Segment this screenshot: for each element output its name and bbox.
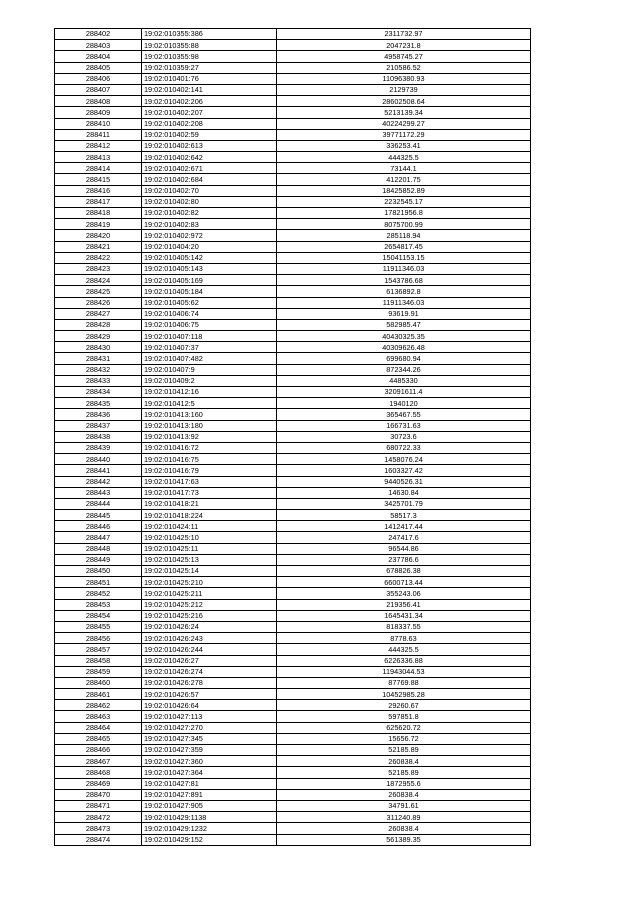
cadastral-number-cell: 19:02:010427:905 bbox=[142, 800, 277, 811]
row-id-cell: 288448 bbox=[55, 543, 142, 554]
value-cell: 93619.91 bbox=[277, 308, 531, 319]
cadastral-number-cell: 19:02:010416:79 bbox=[142, 465, 277, 476]
cadastral-number-cell: 19:02:010402:141 bbox=[142, 84, 277, 95]
cadastral-number-cell: 19:02:010402:972 bbox=[142, 230, 277, 241]
cadastral-number-cell: 19:02:010426:24 bbox=[142, 621, 277, 632]
value-cell: 15656.72 bbox=[277, 733, 531, 744]
value-cell: 1872955.6 bbox=[277, 778, 531, 789]
row-id-cell: 288407 bbox=[55, 84, 142, 95]
value-cell: 40224299.27 bbox=[277, 118, 531, 129]
row-id-cell: 288444 bbox=[55, 498, 142, 509]
row-id-cell: 288409 bbox=[55, 107, 142, 118]
row-id-cell: 288461 bbox=[55, 689, 142, 700]
table-row bbox=[55, 263, 531, 274]
cadastral-number-cell: 19:02:010359:27 bbox=[142, 62, 277, 73]
table-row bbox=[55, 375, 531, 386]
value-cell: 96544.86 bbox=[277, 543, 531, 554]
table-row bbox=[55, 498, 531, 509]
value-cell: 260838.4 bbox=[277, 756, 531, 767]
cadastral-number-cell: 19:02:010425:212 bbox=[142, 599, 277, 610]
value-cell: 4958745.27 bbox=[277, 51, 531, 62]
table-row bbox=[55, 442, 531, 453]
row-id-cell: 288456 bbox=[55, 633, 142, 644]
table-row bbox=[55, 610, 531, 621]
table-body bbox=[55, 29, 531, 846]
cadastral-number-cell: 19:02:010402:642 bbox=[142, 152, 277, 163]
cadastral-number-cell: 19:02:010417:63 bbox=[142, 476, 277, 487]
row-id-cell: 288413 bbox=[55, 152, 142, 163]
cadastral-number-cell: 19:02:010405:143 bbox=[142, 263, 277, 274]
table-row bbox=[55, 29, 531, 40]
table-row bbox=[55, 621, 531, 632]
cadastral-number-cell: 19:02:010405:169 bbox=[142, 275, 277, 286]
table-row bbox=[55, 174, 531, 185]
table-row bbox=[55, 297, 531, 308]
table-row bbox=[55, 588, 531, 599]
value-cell: 1458076.24 bbox=[277, 454, 531, 465]
value-cell: 30723.6 bbox=[277, 431, 531, 442]
value-cell: 260838.4 bbox=[277, 789, 531, 800]
cadastral-number-cell: 19:02:010426:278 bbox=[142, 677, 277, 688]
value-cell: 1543786.68 bbox=[277, 275, 531, 286]
cadastral-number-cell: 19:02:010406:74 bbox=[142, 308, 277, 319]
value-cell: 2047231.8 bbox=[277, 40, 531, 51]
value-cell: 52185.89 bbox=[277, 767, 531, 778]
cadastral-number-cell: 19:02:010402:206 bbox=[142, 96, 277, 107]
table-row bbox=[55, 767, 531, 778]
table-row bbox=[55, 96, 531, 107]
value-cell: 872344.26 bbox=[277, 364, 531, 375]
value-cell: 699680.94 bbox=[277, 353, 531, 364]
row-id-cell: 288412 bbox=[55, 140, 142, 151]
value-cell: 11911346.03 bbox=[277, 263, 531, 274]
row-id-cell: 288441 bbox=[55, 465, 142, 476]
row-id-cell: 288434 bbox=[55, 387, 142, 398]
cadastral-number-cell: 19:02:010427:359 bbox=[142, 745, 277, 756]
row-id-cell: 288437 bbox=[55, 420, 142, 431]
row-id-cell: 288440 bbox=[55, 454, 142, 465]
row-id-cell: 288462 bbox=[55, 700, 142, 711]
row-id-cell: 288467 bbox=[55, 756, 142, 767]
row-id-cell: 288429 bbox=[55, 331, 142, 342]
value-cell: 2311732.97 bbox=[277, 29, 531, 40]
table-row bbox=[55, 756, 531, 767]
value-cell: 166731.63 bbox=[277, 420, 531, 431]
table-row bbox=[55, 677, 531, 688]
value-cell: 40430325.35 bbox=[277, 331, 531, 342]
value-cell: 4485330 bbox=[277, 375, 531, 386]
value-cell: 597851.8 bbox=[277, 711, 531, 722]
row-id-cell: 288415 bbox=[55, 174, 142, 185]
value-cell: 210586.52 bbox=[277, 62, 531, 73]
table-row bbox=[55, 689, 531, 700]
row-id-cell: 288450 bbox=[55, 566, 142, 577]
value-cell: 5213139.34 bbox=[277, 107, 531, 118]
table-row bbox=[55, 62, 531, 73]
cadastral-number-cell: 19:02:010425:211 bbox=[142, 588, 277, 599]
value-cell: 2129739 bbox=[277, 84, 531, 95]
cadastral-number-cell: 19:02:010418:224 bbox=[142, 510, 277, 521]
cadastral-number-cell: 19:02:010418:21 bbox=[142, 498, 277, 509]
cadastral-number-cell: 19:02:010407:118 bbox=[142, 331, 277, 342]
table-row bbox=[55, 644, 531, 655]
cadastral-number-cell: 19:02:010412:5 bbox=[142, 398, 277, 409]
value-cell: 11911346.03 bbox=[277, 297, 531, 308]
table-row bbox=[55, 812, 531, 823]
cadastral-number-cell: 19:02:010412:16 bbox=[142, 387, 277, 398]
cadastral-number-cell: 19:02:010355:386 bbox=[142, 29, 277, 40]
cadastral-number-cell: 19:02:010401:76 bbox=[142, 73, 277, 84]
row-id-cell: 288410 bbox=[55, 118, 142, 129]
cadastral-number-cell: 19:02:010425:216 bbox=[142, 610, 277, 621]
table-row bbox=[55, 577, 531, 588]
table-row bbox=[55, 554, 531, 565]
row-id-cell: 288436 bbox=[55, 409, 142, 420]
value-cell: 818337.55 bbox=[277, 621, 531, 632]
table-row bbox=[55, 487, 531, 498]
table-row bbox=[55, 319, 531, 330]
row-id-cell: 288424 bbox=[55, 275, 142, 286]
cadastral-number-cell: 19:02:010427:364 bbox=[142, 767, 277, 778]
cadastral-number-cell: 19:02:010405:142 bbox=[142, 252, 277, 263]
cadastral-value-table bbox=[54, 28, 531, 846]
value-cell: 11096380.93 bbox=[277, 73, 531, 84]
table-row bbox=[55, 163, 531, 174]
table-row bbox=[55, 129, 531, 140]
row-id-cell: 288446 bbox=[55, 521, 142, 532]
cadastral-number-cell: 19:02:010425:11 bbox=[142, 543, 277, 554]
value-cell: 678826.38 bbox=[277, 566, 531, 577]
table-row bbox=[55, 745, 531, 756]
row-id-cell: 288458 bbox=[55, 655, 142, 666]
cadastral-number-cell: 19:02:010429:152 bbox=[142, 834, 277, 845]
cadastral-number-cell: 19:02:010409:2 bbox=[142, 375, 277, 386]
value-cell: 29260.67 bbox=[277, 700, 531, 711]
cadastral-number-cell: 19:02:010407:37 bbox=[142, 342, 277, 353]
table-row bbox=[55, 252, 531, 263]
cadastral-number-cell: 19:02:010416:72 bbox=[142, 442, 277, 453]
cadastral-number-cell: 19:02:010355:98 bbox=[142, 51, 277, 62]
row-id-cell: 288419 bbox=[55, 219, 142, 230]
table-row bbox=[55, 789, 531, 800]
value-cell: 39771172.29 bbox=[277, 129, 531, 140]
value-cell: 365467.55 bbox=[277, 409, 531, 420]
cadastral-number-cell: 19:02:010427:81 bbox=[142, 778, 277, 789]
cadastral-number-cell: 19:02:010402:82 bbox=[142, 208, 277, 219]
table-row bbox=[55, 420, 531, 431]
row-id-cell: 288455 bbox=[55, 621, 142, 632]
table-row bbox=[55, 342, 531, 353]
row-id-cell: 288420 bbox=[55, 230, 142, 241]
value-cell: 14630.84 bbox=[277, 487, 531, 498]
row-id-cell: 288454 bbox=[55, 610, 142, 621]
cadastral-number-cell: 19:02:010402:671 bbox=[142, 163, 277, 174]
row-id-cell: 288459 bbox=[55, 666, 142, 677]
table-row bbox=[55, 387, 531, 398]
cadastral-number-cell: 19:02:010405:184 bbox=[142, 286, 277, 297]
table-row bbox=[55, 398, 531, 409]
table-row bbox=[55, 230, 531, 241]
cadastral-number-cell: 19:02:010429:1138 bbox=[142, 812, 277, 823]
row-id-cell: 288430 bbox=[55, 342, 142, 353]
cadastral-number-cell: 19:02:010427:891 bbox=[142, 789, 277, 800]
value-cell: 34791.61 bbox=[277, 800, 531, 811]
row-id-cell: 288447 bbox=[55, 532, 142, 543]
row-id-cell: 288435 bbox=[55, 398, 142, 409]
cadastral-number-cell: 19:02:010402:613 bbox=[142, 140, 277, 151]
table-row bbox=[55, 331, 531, 342]
value-cell: 219356.41 bbox=[277, 599, 531, 610]
table-row bbox=[55, 431, 531, 442]
value-cell: 680722.33 bbox=[277, 442, 531, 453]
cadastral-number-cell: 19:02:010355:88 bbox=[142, 40, 277, 51]
table-row bbox=[55, 633, 531, 644]
cadastral-number-cell: 19:02:010424:11 bbox=[142, 521, 277, 532]
value-cell: 444325.5 bbox=[277, 152, 531, 163]
table-row bbox=[55, 364, 531, 375]
row-id-cell: 288411 bbox=[55, 129, 142, 140]
value-cell: 18425852.89 bbox=[277, 185, 531, 196]
row-id-cell: 288468 bbox=[55, 767, 142, 778]
table-row bbox=[55, 152, 531, 163]
row-id-cell: 288422 bbox=[55, 252, 142, 263]
table-row bbox=[55, 140, 531, 151]
table-row bbox=[55, 208, 531, 219]
row-id-cell: 288427 bbox=[55, 308, 142, 319]
row-id-cell: 288473 bbox=[55, 823, 142, 834]
table-row bbox=[55, 241, 531, 252]
value-cell: 237786.6 bbox=[277, 554, 531, 565]
cadastral-number-cell: 19:02:010426:57 bbox=[142, 689, 277, 700]
value-cell: 9440526.31 bbox=[277, 476, 531, 487]
value-cell: 3425701.79 bbox=[277, 498, 531, 509]
value-cell: 1603327.42 bbox=[277, 465, 531, 476]
table-row bbox=[55, 73, 531, 84]
value-cell: 28602508.64 bbox=[277, 96, 531, 107]
cadastral-number-cell: 19:02:010402:80 bbox=[142, 196, 277, 207]
value-cell: 1412417.44 bbox=[277, 521, 531, 532]
row-id-cell: 288449 bbox=[55, 554, 142, 565]
value-cell: 561389.35 bbox=[277, 834, 531, 845]
row-id-cell: 288432 bbox=[55, 364, 142, 375]
table-row bbox=[55, 532, 531, 543]
row-id-cell: 288453 bbox=[55, 599, 142, 610]
row-id-cell: 288451 bbox=[55, 577, 142, 588]
value-cell: 1940120 bbox=[277, 398, 531, 409]
cadastral-number-cell: 19:02:010426:274 bbox=[142, 666, 277, 677]
value-cell: 17821956.8 bbox=[277, 208, 531, 219]
cadastral-number-cell: 19:02:010426:244 bbox=[142, 644, 277, 655]
cadastral-number-cell: 19:02:010427:360 bbox=[142, 756, 277, 767]
cadastral-number-cell: 19:02:010425:10 bbox=[142, 532, 277, 543]
cadastral-number-cell: 19:02:010427:270 bbox=[142, 722, 277, 733]
cadastral-number-cell: 19:02:010427:113 bbox=[142, 711, 277, 722]
table-row bbox=[55, 84, 531, 95]
cadastral-number-cell: 19:02:010425:210 bbox=[142, 577, 277, 588]
cadastral-number-cell: 19:02:010402:207 bbox=[142, 107, 277, 118]
cadastral-number-cell: 19:02:010402:59 bbox=[142, 129, 277, 140]
table-row bbox=[55, 51, 531, 62]
table-row bbox=[55, 599, 531, 610]
value-cell: 10452985.28 bbox=[277, 689, 531, 700]
value-cell: 311240.89 bbox=[277, 812, 531, 823]
value-cell: 625620.72 bbox=[277, 722, 531, 733]
value-cell: 247417.6 bbox=[277, 532, 531, 543]
row-id-cell: 288463 bbox=[55, 711, 142, 722]
table-row bbox=[55, 800, 531, 811]
value-cell: 52185.89 bbox=[277, 745, 531, 756]
table-row bbox=[55, 409, 531, 420]
cadastral-number-cell: 19:02:010413:160 bbox=[142, 409, 277, 420]
row-id-cell: 288425 bbox=[55, 286, 142, 297]
table-row bbox=[55, 465, 531, 476]
table-row bbox=[55, 476, 531, 487]
value-cell: 6136892.8 bbox=[277, 286, 531, 297]
row-id-cell: 288472 bbox=[55, 812, 142, 823]
value-cell: 2232545.17 bbox=[277, 196, 531, 207]
row-id-cell: 288403 bbox=[55, 40, 142, 51]
cadastral-number-cell: 19:02:010407:482 bbox=[142, 353, 277, 364]
row-id-cell: 288423 bbox=[55, 263, 142, 274]
table-row bbox=[55, 733, 531, 744]
table-row bbox=[55, 118, 531, 129]
value-cell: 2654817.45 bbox=[277, 241, 531, 252]
value-cell: 58517.3 bbox=[277, 510, 531, 521]
cadastral-number-cell: 19:02:010402:70 bbox=[142, 185, 277, 196]
table-row bbox=[55, 666, 531, 677]
table-row bbox=[55, 543, 531, 554]
row-id-cell: 288470 bbox=[55, 789, 142, 800]
table-row bbox=[55, 778, 531, 789]
row-id-cell: 288452 bbox=[55, 588, 142, 599]
value-cell: 355243.06 bbox=[277, 588, 531, 599]
row-id-cell: 288471 bbox=[55, 800, 142, 811]
row-id-cell: 288439 bbox=[55, 442, 142, 453]
row-id-cell: 288421 bbox=[55, 241, 142, 252]
row-id-cell: 288406 bbox=[55, 73, 142, 84]
table-row bbox=[55, 107, 531, 118]
row-id-cell: 288443 bbox=[55, 487, 142, 498]
table-row bbox=[55, 834, 531, 845]
cadastral-number-cell: 19:02:010402:208 bbox=[142, 118, 277, 129]
cadastral-number-cell: 19:02:010406:75 bbox=[142, 319, 277, 330]
row-id-cell: 288469 bbox=[55, 778, 142, 789]
cadastral-number-cell: 19:02:010426:27 bbox=[142, 655, 277, 666]
value-cell: 336253.41 bbox=[277, 140, 531, 151]
table-row bbox=[55, 185, 531, 196]
value-cell: 412201.75 bbox=[277, 174, 531, 185]
value-cell: 8778.63 bbox=[277, 633, 531, 644]
value-cell: 582985.47 bbox=[277, 319, 531, 330]
row-id-cell: 288464 bbox=[55, 722, 142, 733]
row-id-cell: 288442 bbox=[55, 476, 142, 487]
row-id-cell: 288414 bbox=[55, 163, 142, 174]
value-cell: 285118.94 bbox=[277, 230, 531, 241]
table-row bbox=[55, 275, 531, 286]
cadastral-number-cell: 19:02:010429:1232 bbox=[142, 823, 277, 834]
row-id-cell: 288465 bbox=[55, 733, 142, 744]
table-row bbox=[55, 711, 531, 722]
row-id-cell: 288404 bbox=[55, 51, 142, 62]
row-id-cell: 288457 bbox=[55, 644, 142, 655]
row-id-cell: 288431 bbox=[55, 353, 142, 364]
row-id-cell: 288466 bbox=[55, 745, 142, 756]
cadastral-number-cell: 19:02:010404:20 bbox=[142, 241, 277, 252]
row-id-cell: 288402 bbox=[55, 29, 142, 40]
cadastral-number-cell: 19:02:010417:73 bbox=[142, 487, 277, 498]
cadastral-number-cell: 19:02:010426:243 bbox=[142, 633, 277, 644]
value-cell: 73144.1 bbox=[277, 163, 531, 174]
value-cell: 32091611.4 bbox=[277, 387, 531, 398]
value-cell: 1645431.34 bbox=[277, 610, 531, 621]
table-row bbox=[55, 722, 531, 733]
table-row bbox=[55, 308, 531, 319]
cadastral-number-cell: 19:02:010425:14 bbox=[142, 566, 277, 577]
value-cell: 6600713.44 bbox=[277, 577, 531, 588]
row-id-cell: 288408 bbox=[55, 96, 142, 107]
table-row bbox=[55, 40, 531, 51]
table-row bbox=[55, 196, 531, 207]
value-cell: 444325.5 bbox=[277, 644, 531, 655]
row-id-cell: 288474 bbox=[55, 834, 142, 845]
row-id-cell: 288417 bbox=[55, 196, 142, 207]
table-row bbox=[55, 510, 531, 521]
value-cell: 8075700.99 bbox=[277, 219, 531, 230]
cadastral-number-cell: 19:02:010416:75 bbox=[142, 454, 277, 465]
value-cell: 6226336.88 bbox=[277, 655, 531, 666]
row-id-cell: 288405 bbox=[55, 62, 142, 73]
cadastral-number-cell: 19:02:010413:92 bbox=[142, 431, 277, 442]
table-row bbox=[55, 219, 531, 230]
cadastral-number-cell: 19:02:010405:62 bbox=[142, 297, 277, 308]
row-id-cell: 288445 bbox=[55, 510, 142, 521]
table-row bbox=[55, 823, 531, 834]
value-cell: 40309626.48 bbox=[277, 342, 531, 353]
value-cell: 260838.4 bbox=[277, 823, 531, 834]
table-row bbox=[55, 655, 531, 666]
cadastral-number-cell: 19:02:010427:345 bbox=[142, 733, 277, 744]
row-id-cell: 288426 bbox=[55, 297, 142, 308]
row-id-cell: 288433 bbox=[55, 375, 142, 386]
row-id-cell: 288428 bbox=[55, 319, 142, 330]
table-row bbox=[55, 286, 531, 297]
value-cell: 11943044.53 bbox=[277, 666, 531, 677]
cadastral-number-cell: 19:02:010402:83 bbox=[142, 219, 277, 230]
row-id-cell: 288418 bbox=[55, 208, 142, 219]
table-row bbox=[55, 700, 531, 711]
table-row bbox=[55, 454, 531, 465]
cadastral-number-cell: 19:02:010402:684 bbox=[142, 174, 277, 185]
cadastral-number-cell: 19:02:010425:13 bbox=[142, 554, 277, 565]
table-row bbox=[55, 566, 531, 577]
value-cell: 15041153.15 bbox=[277, 252, 531, 263]
row-id-cell: 288460 bbox=[55, 677, 142, 688]
table-row bbox=[55, 521, 531, 532]
value-cell: 87769.88 bbox=[277, 677, 531, 688]
row-id-cell: 288438 bbox=[55, 431, 142, 442]
cadastral-number-cell: 19:02:010426:64 bbox=[142, 700, 277, 711]
row-id-cell: 288416 bbox=[55, 185, 142, 196]
table-row bbox=[55, 353, 531, 364]
cadastral-number-cell: 19:02:010413:180 bbox=[142, 420, 277, 431]
cadastral-number-cell: 19:02:010407:9 bbox=[142, 364, 277, 375]
